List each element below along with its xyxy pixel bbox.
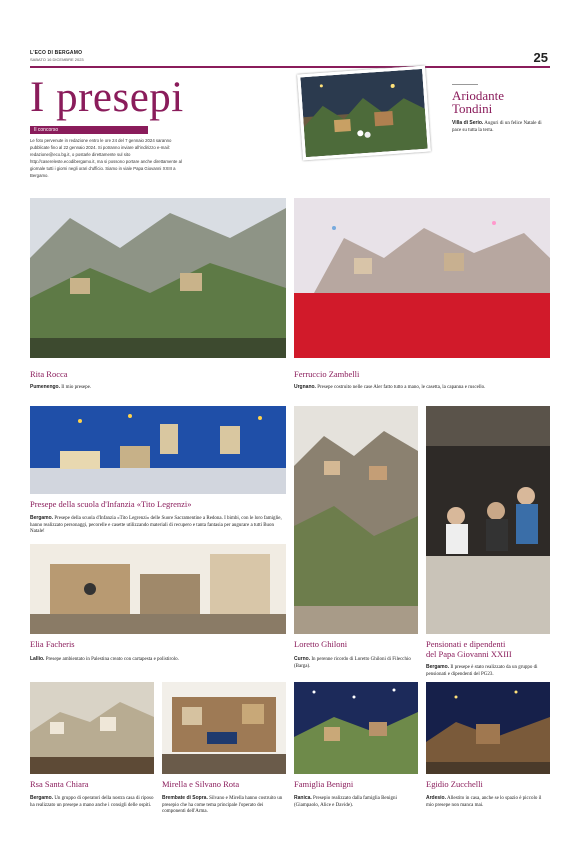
entry-caption-egidio-zucchelli: Ardesio. Allestito in casa, anche se lo spazio è piccolo il mio presepe non manca mai. [426,795,542,808]
entry-caption-ferruccio-zambelli: Urgnano. Presepe costruito nelle case Aler fatto tutto a mano, le casetta, la capanna e ruscello. [294,384,486,390]
entry-name-pensionati-line1: Pensionati e dipendenti [426,639,506,649]
photo-pensionati-pg23 [426,406,550,634]
page-title: I presepi [30,74,184,121]
featured-rule [452,84,478,85]
photo-ferruccio-zambelli [294,198,550,358]
entry-name-pensionati-line2: del Papa Giovanni XXIII [426,649,512,659]
entry-name-elia-facheris: Elia Facheris [30,639,75,649]
featured-place: Villa di Serio. [452,120,484,126]
featured-photo [297,66,431,161]
section-badge: Il concorso [30,126,148,134]
entry-caption-pensionati: Bergamo. Il presepe è stato realizzato da un gruppo di pensionati e dipendenti del PG23. [426,664,538,677]
issue-date: SABATO 16 DICEMBRE 2023 [30,57,84,62]
featured-name-line1: Ariodante [452,88,504,103]
photo-rita-rocca [30,198,286,358]
entry-caption-loretto-ghiloni: Curno. In perenne ricordo di Loretto Ghiloni di Filecchio (Barga). [294,656,411,669]
entry-caption-rita-rocca: Pumenengo. Il mio presepe. [30,384,92,390]
entry-name-mirella-silvano-rota: Mirella e Silvano Rota [162,779,240,789]
photo-loretto-ghiloni [294,406,418,634]
header-rule [30,66,550,68]
photo-elia-facheris [30,544,286,634]
entry-name-loretto-ghiloni: Loretto Ghiloni [294,639,348,649]
entry-caption-scuola-tito-legrenzi: Bergamo. Presepe della scuola d'Infanzia «Tito Legrenzi» delle Suore Sacramentine a Redona. I bimbi, con le loro famiglie, hanno realizzato personaggi, pecorelle e casette utilizzando materiali di recupero e tanta fantasia per augurare a tutti Buon Natale! [30,515,282,534]
entry-caption-mirella-silvano-rota: Brembate di Sopra. Silvano e Mirella hanno costruito un presepio che ha come tema principale l'operato dei componenti dell'Arma. [162,795,283,814]
entry-caption-famiglia-benigni: Ranica. Presepio realizzato dalla famiglia Benigni (Giampaolo, Alice e Davide). [294,795,397,808]
entry-name-ferruccio-zambelli: Ferruccio Zambelli [294,369,360,379]
page-number: 25 [533,50,548,65]
entry-name-egidio-zucchelli: Egidio Zucchelli [426,779,483,789]
entry-name-famiglia-benigni: Famiglia Benigni [294,779,354,789]
featured-caption [452,120,552,134]
entry-caption-elia-facheris: Lallio. Presepe ambientato in Palestina creato con cartapesta e polistirolo. [30,656,179,662]
intro-text: Le foto pervenute in redazione entro le ore 24 del 7 gennaio 2024 saranno pubblicate fino al 22 gennaio 2024. Si potranno inviare all'indirizzo e-mail: redazione@eco.bg.it, o postarle direttamente sul sito http://casereleste.ecodibergamo.it, ma si possono portare anche direttamente al giornale tutti i giorni negli orari d'ufficio. Siamo in viale Papa Giovanni XXIII a Bergamo. [30,138,182,178]
featured-name-line2: Tondini [452,101,493,116]
entry-name-rsa-santa-chiara: Rsa Santa Chiara [30,779,89,789]
newspaper-name: L'ECO DI BERGAMO [30,50,83,56]
photo-egidio-zucchelli [426,682,550,774]
photo-scuola-tito-legrenzi [30,406,286,494]
entry-caption-rsa-santa-chiara: Bergamo. Un gruppo di operatori della nostra casa di riposo ha realizzato un presepe a mano anche i consigli delle ospiti. [30,795,154,808]
entry-name-rita-rocca: Rita Rocca [30,369,68,379]
photo-famiglia-benigni [294,682,418,774]
photo-mirella-silvano-rota [162,682,286,774]
featured-text: Auguri di un felice Natale di pace su tutta la terra. [452,121,542,133]
entry-name-scuola-tito-legrenzi: Presepe della scuola d'Infanzia «Tito Legrenzi» [30,499,192,509]
photo-rsa-santa-chiara [30,682,154,774]
